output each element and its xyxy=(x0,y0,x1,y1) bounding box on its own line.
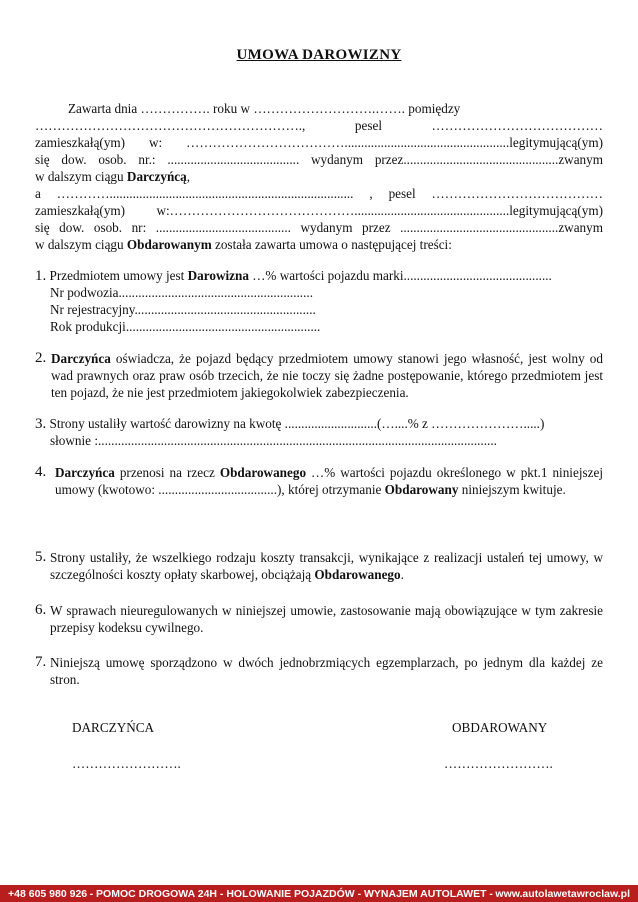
clause-2 xyxy=(35,350,603,401)
clause-bold-term: Darczyńca xyxy=(55,465,115,480)
intro-line-5 xyxy=(35,169,190,185)
clause-text: oświadcza, że pojazd będący przedmiotem umowy stanowi jego własność, jest wolny od wad prawnych oraz praw osób trzecich, że nie toczy się żadne postępowanie, którego przedmiotem jest ten pojazd, że nie jest przedmiotem jakiegokolwiek zabezpieczenia. xyxy=(51,351,603,400)
party-donor-term: Darczyńcą xyxy=(126,169,187,184)
clause-text: . xyxy=(400,567,404,582)
intro-text: , xyxy=(186,169,191,184)
clause-7 xyxy=(35,654,603,688)
footer-phone: +48 605 980 926 xyxy=(8,887,88,900)
donee-signature-line: ……………………. xyxy=(444,756,553,771)
intro-line-1: Zawarta dnia ……………. roku w ……………………….……. pomiędzy xyxy=(68,101,461,116)
vin-field: Nr podwozia........................................................... xyxy=(50,285,313,300)
clause-text xyxy=(50,549,603,583)
clause-number: 7. xyxy=(35,654,47,670)
clause-3 xyxy=(35,416,544,432)
clause-text: niniejszym kwituje. xyxy=(458,482,566,497)
clause-text xyxy=(50,350,603,401)
clause-bold-term: Obdarowanego xyxy=(219,465,307,480)
intro-line-9 xyxy=(35,237,452,253)
clause-1 xyxy=(35,268,552,284)
intro-text: została zawarta umowa o następującej treści: xyxy=(211,237,452,252)
clause-number: 2. xyxy=(35,350,47,366)
clause-4 xyxy=(35,464,603,498)
clause-text: Strony ustaliły wartość darowizny na kwotę ............................(…....% z ………………….....) xyxy=(46,416,545,431)
production-year-field: Rok produkcji........................................................... xyxy=(50,319,321,334)
intro-line-8: się dow. osob. nr: ......................................... wydanym przez ................................................zwanym xyxy=(35,220,603,235)
footer-services: - POMOC DROGOWA 24H - HOLOWANIE POJAZDÓW - WYNAJEM AUTOLAWET - xyxy=(89,887,493,900)
donor-signature-line: ……………………. xyxy=(72,756,181,771)
footer-banner xyxy=(0,885,638,902)
intro-text: w dalszym ciągu xyxy=(35,169,127,184)
donor-signature-label: DARCZYŃCA xyxy=(72,720,155,735)
clause-text xyxy=(50,464,603,498)
intro-line-4: się dow. osob. nr.: ........................................ wydanym przez...............................................zwanym xyxy=(35,152,603,167)
donee-signature-label: OBDAROWANY xyxy=(452,720,548,735)
clause-number: 4. xyxy=(35,464,47,480)
clause-text: Przedmiotem umowy jest xyxy=(46,268,188,283)
clause-5 xyxy=(35,549,603,583)
intro-text: w dalszym ciągu xyxy=(35,237,127,252)
clause-bold-term: Darczyńca xyxy=(51,351,111,366)
clause-text: Strony ustaliły, że wszelkiego rodzaju koszty transakcji, wynikające z realizacji ustaleń tej umowy, w szczególności koszty opłaty skarbowej, obciążają xyxy=(50,550,603,582)
clause-bold-term: Obdarowanego xyxy=(314,567,401,582)
party-donee-term: Obdarowanym xyxy=(126,237,212,252)
clause-text: przenosi na rzecz xyxy=(114,465,220,480)
clause-number: 5. xyxy=(35,549,47,565)
clause-number: 1. xyxy=(35,268,47,284)
clause-bold-term: Darowizna xyxy=(187,268,249,283)
clause-6 xyxy=(35,602,603,636)
clause-bold-term: Obdarowany xyxy=(384,482,459,497)
intro-line-3: zamieszkałą(ym) w: ………………………………..................................................legitymującą(ym) xyxy=(35,135,603,150)
clause-text: W sprawach nieuregulowanych w niniejszej umowie, zastosowanie mają obowiązujące w tym zakresie przepisy kodeksu cywilnego. xyxy=(50,603,603,635)
clause-text: …% wartości pojazdu marki............................................. xyxy=(248,268,552,283)
clause-text: …% wartości pojazdu określonego w pkt.1 niniejszej umowy (kwotowo: ....................................), której otrzymanie xyxy=(55,465,603,497)
registration-field: Nr rejestracyjny....................................................... xyxy=(50,302,316,317)
document-title: UMOWA DAROWIZNY xyxy=(236,47,402,63)
intro-line-6: a ………….......................................................................... , pesel ………………………………… xyxy=(35,186,603,201)
footer-website: www.autolawetawroclaw.pl xyxy=(495,887,630,900)
amount-in-words-field: słownie :......................................................................................................................... xyxy=(50,433,497,448)
clause-number: 6. xyxy=(35,602,47,618)
clause-number: 3. xyxy=(35,416,47,432)
intro-line-7: zamieszkałą(ym) w:……………………………………...............................................legitymującą(ym) xyxy=(35,203,603,218)
intro-line-2: ……………………………………………………., pesel ………………………………… xyxy=(35,118,603,133)
clause-text: Niniejszą umowę sporządzono w dwóch jednobrzmiących egzemplarzach, po jednym dla każdej ze stron. xyxy=(50,655,603,687)
